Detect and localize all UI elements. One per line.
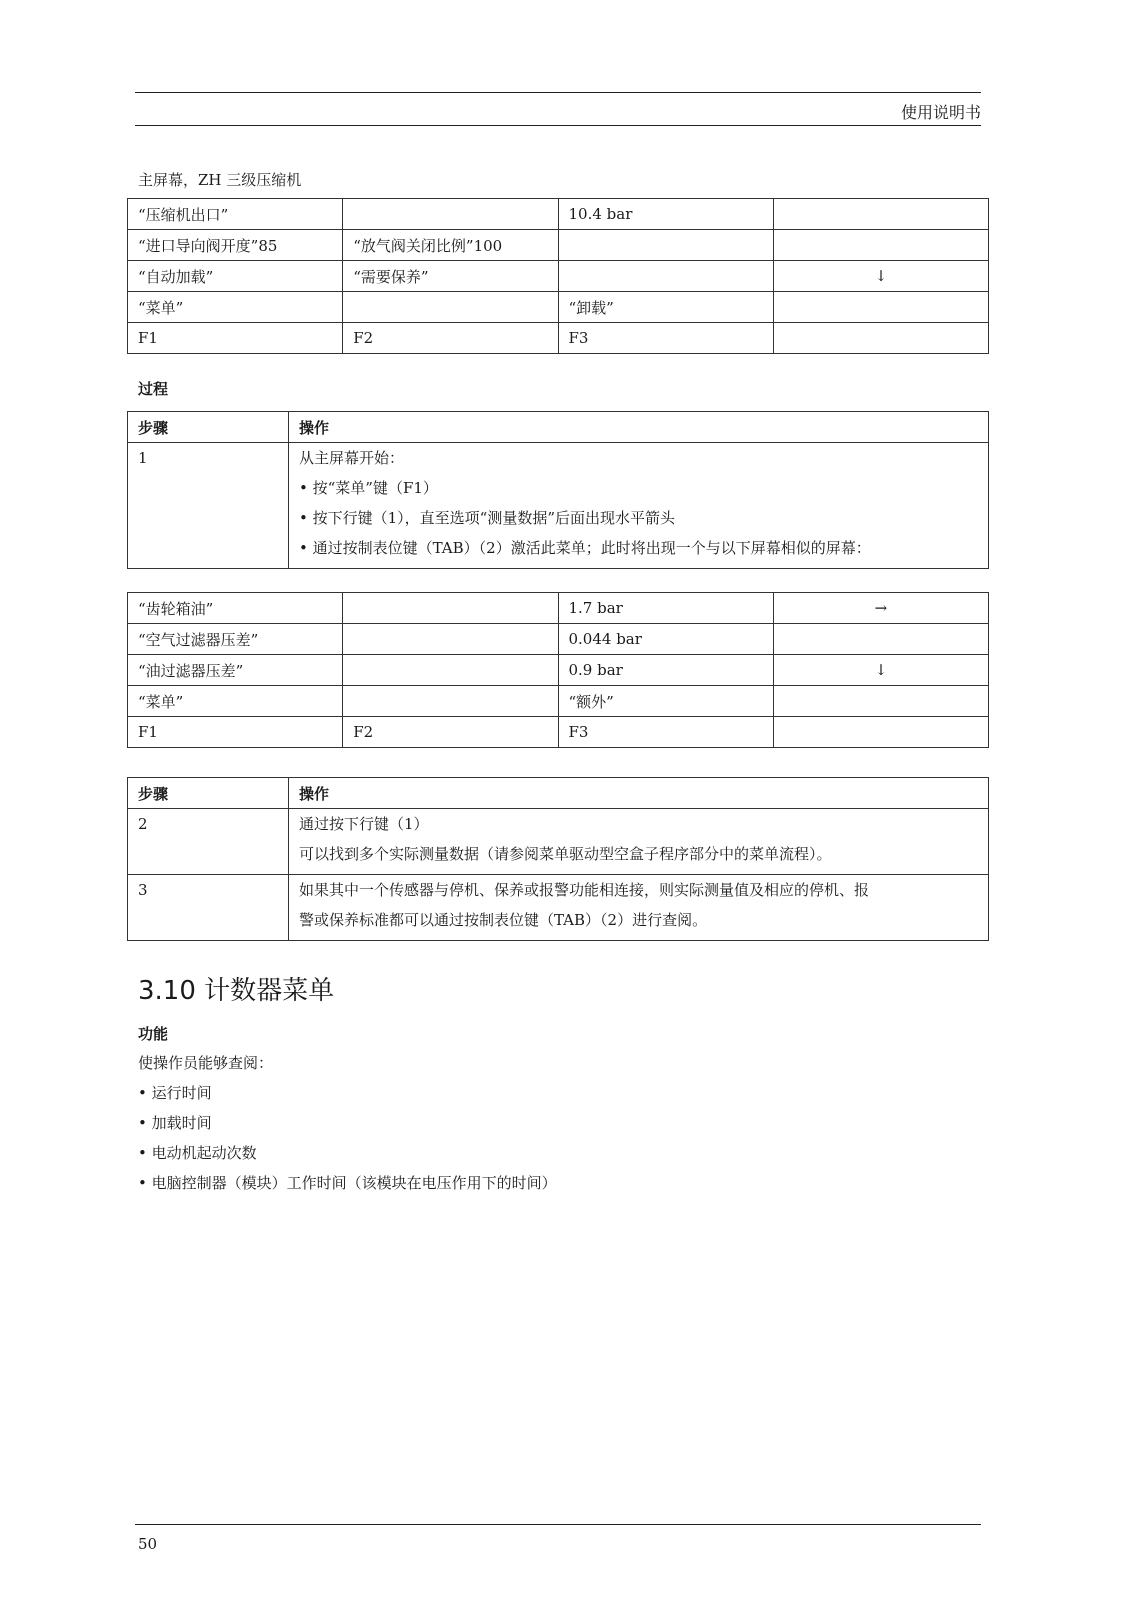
table-cell [773, 323, 988, 354]
column-header-step: 步骤 [128, 778, 289, 809]
table-cell: “卸载” [558, 292, 773, 323]
step-number-text: 1 [138, 449, 148, 467]
step-line: • 按下行键（1），直至选项“测量数据”后面出现水平箭头 [299, 509, 675, 527]
table-cell: 10.4 bar [558, 199, 773, 230]
list-item: • 电动机起动次数 [138, 1138, 557, 1168]
step-line: • 按“菜单”键（F1） [299, 479, 438, 497]
footer-rule [135, 1524, 981, 1525]
step-line: 从主屏幕开始： [299, 449, 405, 467]
table-row [128, 686, 989, 717]
list-item: • 运行时间 [138, 1078, 557, 1108]
procedure-steps-body [128, 443, 989, 569]
step-line: • 通过按制表位键（TAB）（2）激活此菜单；此时将出现一个与以下屏幕相似的屏幕： [299, 539, 871, 557]
table-cell [773, 230, 988, 261]
table-cell: F1 [128, 323, 343, 354]
counter-items-list [138, 1078, 557, 1198]
followup-steps-head [128, 778, 989, 809]
table-cell: F3 [558, 323, 773, 354]
table-cell: “额外” [558, 686, 773, 717]
table-cell [343, 199, 558, 230]
table-cell: 0.044 bar [558, 624, 773, 655]
table-cell [773, 292, 988, 323]
step-line: 可以找到多个实际测量数据（请参阅菜单驱动型空盒子程序部分中的菜单流程）。 [299, 845, 832, 863]
list-item: • 电脑控制器（模块）工作时间（该模块在电压作用下的时间） [138, 1168, 557, 1198]
table-cell [343, 593, 558, 624]
table-cell: “需要保养” [343, 261, 558, 292]
measured-data-rows [128, 593, 989, 748]
step-line: 警或保养标准都可以通过按制表位键（TAB）（2）进行查阅。 [299, 911, 708, 929]
table-cell: “空气过滤器压差” [128, 624, 343, 655]
table-row [128, 809, 989, 875]
table-cell: “油过滤器压差” [128, 655, 343, 686]
table-cell: “菜单” [128, 686, 343, 717]
table-cell [558, 261, 773, 292]
followup-steps-body [128, 809, 989, 941]
table-cell: “进口导向阀开度”85 [128, 230, 343, 261]
table-cell [343, 655, 558, 686]
main-screen-rows [128, 199, 989, 354]
table-cell [343, 686, 558, 717]
step-line: 如果其中一个传感器与停机、保养或报警功能相连接，则实际测量值及相应的停机、报 [299, 881, 870, 899]
procedure-steps-head [128, 412, 989, 443]
column-header-step: 步骤 [128, 412, 289, 443]
column-header-action: 操作 [289, 412, 989, 443]
table-row [128, 323, 989, 354]
table-header-row [128, 778, 989, 809]
table-cell: “放气阀关闭比例”100 [343, 230, 558, 261]
followup-steps-table [127, 777, 989, 941]
table-row [128, 624, 989, 655]
table-cell: “菜单” [128, 292, 343, 323]
header-title: 使用说明书 [900, 103, 981, 122]
section-intro: 使操作员能够查阅： [138, 1054, 274, 1072]
table-cell [773, 717, 988, 748]
step-action [289, 443, 989, 569]
table-cell: “自动加载” [128, 261, 343, 292]
header-rule-top [135, 92, 981, 93]
step-line: 通过按下行键（1） [299, 815, 429, 833]
table-row [128, 655, 989, 686]
table-header-row [128, 412, 989, 443]
right-arrow-icon: → [773, 593, 988, 624]
section-heading: 3.10 计数器菜单 [138, 976, 335, 1006]
table-row [128, 443, 989, 569]
page-number: 50 [138, 1535, 158, 1553]
measured-data-screen-table [127, 592, 989, 748]
screen1-caption: 主屏幕，ZH 三级压缩机 [138, 171, 302, 189]
down-arrow-icon: ↓ [773, 655, 988, 686]
table-cell: F1 [128, 717, 343, 748]
table-cell: 1.7 bar [558, 593, 773, 624]
function-label: 功能 [138, 1025, 169, 1043]
table-row [128, 593, 989, 624]
table-cell: F2 [343, 717, 558, 748]
step-action [289, 875, 989, 941]
main-screen-table [127, 198, 989, 354]
step-action [289, 809, 989, 875]
table-cell [343, 292, 558, 323]
table-cell [773, 686, 988, 717]
table-cell: 0.9 bar [558, 655, 773, 686]
table-row [128, 199, 989, 230]
table-cell: F2 [343, 323, 558, 354]
step-number-text: 3 [138, 881, 148, 899]
header-rule-bottom [135, 125, 981, 126]
table-cell [773, 199, 988, 230]
step-number-text: 2 [138, 815, 148, 833]
table-row [128, 875, 989, 941]
table-row [128, 230, 989, 261]
procedure-heading: 过程 [138, 380, 169, 398]
step-number [128, 809, 289, 875]
column-header-action: 操作 [289, 778, 989, 809]
procedure-steps-table [127, 411, 989, 569]
table-cell: F3 [558, 717, 773, 748]
table-row [128, 717, 989, 748]
table-row [128, 261, 989, 292]
step-number [128, 443, 289, 569]
down-arrow-icon: ↓ [773, 261, 988, 292]
table-cell [343, 624, 558, 655]
table-row [128, 292, 989, 323]
table-cell [558, 230, 773, 261]
table-cell: “齿轮箱油” [128, 593, 343, 624]
table-cell: “压缩机出口” [128, 199, 343, 230]
list-item: • 加载时间 [138, 1108, 557, 1138]
table-cell [773, 624, 988, 655]
step-number [128, 875, 289, 941]
